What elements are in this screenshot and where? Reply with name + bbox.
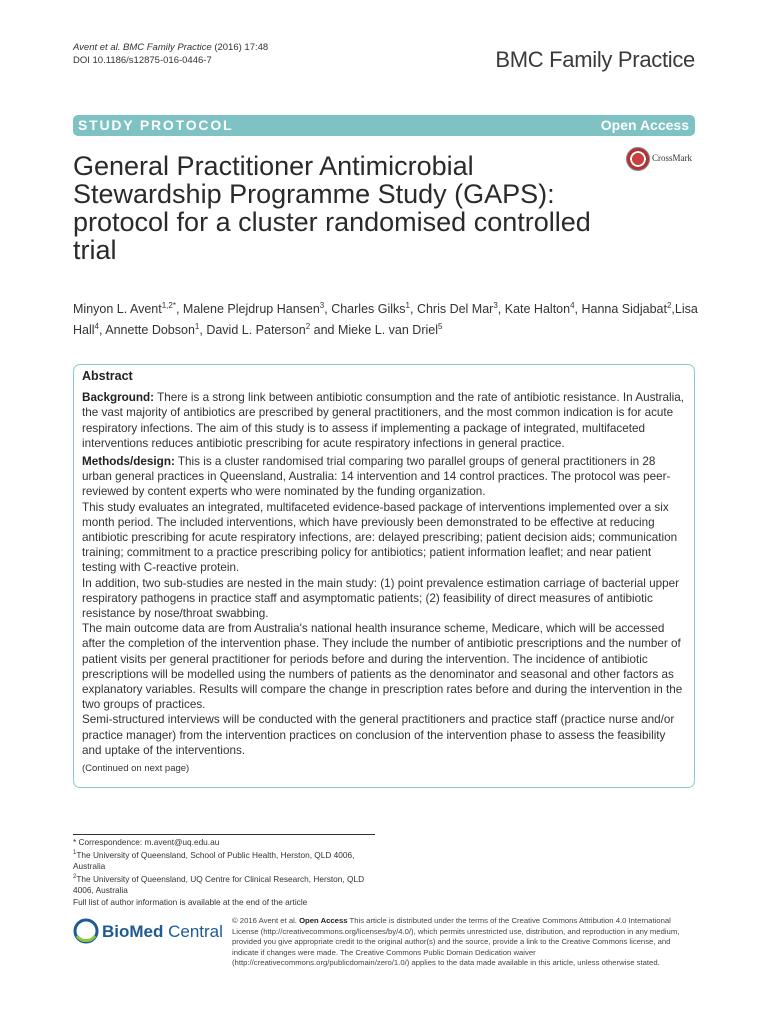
crossmark-icon	[626, 147, 650, 171]
methods-label: Methods/design:	[82, 455, 175, 469]
affiliation-2	[73, 872, 383, 896]
correspondence: * Correspondence: m.avent@uq.edu.au	[73, 837, 220, 847]
biomed-central-icon	[73, 918, 99, 944]
author-separator: ,	[324, 302, 332, 317]
article-type-banner	[73, 115, 695, 136]
biomed-central-logo	[73, 918, 223, 948]
affiliation-text: The University of Queensland, School of Public Health, Herston, QLD 4006, Australia	[73, 849, 355, 872]
journal-name: BMC Family Practice	[495, 47, 695, 72]
author-affiliation: 5	[438, 322, 443, 332]
license-text: This article is distributed under the terms of the Creative Commons Attribution 4.0 International License (http://creativecommons.org/licenses/by/4.0/), which permits unrestricted use, distribution, and reproduction in any medium, provided you give appropriate credit to the original author(s) and the source, provide a link to the Creative Commons license, and indicate if changes were made. The Creative Commons Public Domain Dedication waiver (http://creativecommons.org/publicdomain/zero/1.0/) applies to the data made available in this article, unless otherwise stated.	[232, 916, 680, 968]
abstract-background	[82, 390, 686, 451]
publisher-name	[102, 922, 223, 942]
author-list	[73, 297, 703, 339]
abstract-paragraph: This study evaluates an integrated, multifaceted evidence-based package of interventions implemented over a six month period. The included interventions, which have previously been demonstrated to be effective at reducing antibiotic prescribing for acute respiratory infections, are: delayed prescribing; patient decision aids; communication training; commitment to a practice prescribing policy for antibiotics; patient information leaflet; and near patient testing with C-reactive protein.	[82, 500, 678, 575]
citation	[73, 41, 268, 67]
background-label: Background:	[82, 391, 155, 405]
author-separator: ,	[497, 302, 505, 317]
author-separator: ,	[409, 302, 417, 317]
author-separator: and	[310, 323, 338, 338]
open-access-label: Open Access	[600, 117, 689, 133]
continued-note: (Continued on next page)	[82, 763, 190, 775]
publisher-name-light: Central	[163, 922, 223, 941]
author-affiliation: 1,2*	[161, 301, 176, 310]
author-name: Mieke L. van Driel	[337, 323, 438, 338]
author-separator: ,	[574, 302, 582, 317]
author-name: Chris Del Mar	[416, 302, 494, 317]
footnotes	[73, 837, 383, 908]
author-separator: ,	[99, 323, 106, 338]
affiliation-text: The University of Queensland, UQ Centre for Clinical Research, Herston, QLD 4006, Australia	[73, 874, 365, 896]
author-affiliation: 4	[94, 322, 99, 332]
author-separator: ,	[175, 302, 183, 317]
author-separator: ,	[671, 302, 675, 317]
abstract-methods	[82, 454, 686, 500]
affiliation-number: 1	[73, 850, 77, 857]
affiliation-number: 2	[73, 874, 77, 881]
publisher-name-bold: BioMed	[102, 922, 164, 941]
author-affiliation: 2	[305, 322, 311, 332]
crossmark-badge[interactable]	[626, 147, 706, 171]
author-name: Hanna Sidjabat	[581, 302, 667, 317]
author-separator: ,	[199, 323, 207, 338]
author-name: Kate Halton	[504, 302, 571, 317]
author-affiliation: 2	[666, 301, 672, 310]
author-affiliation: 4	[570, 301, 575, 310]
doi[interactable]: DOI 10.1186/s12875-016-0446-7	[73, 55, 212, 66]
author-affiliation: 3	[319, 301, 325, 310]
author-name: Lisa Hall	[73, 302, 698, 338]
open-access-bold: Open Access	[299, 916, 348, 925]
author-affiliation: 3	[493, 301, 498, 310]
author-info-note: Full list of author information is available at the end of the article	[73, 896, 308, 907]
author-name: David L. Paterson	[206, 323, 306, 338]
author-affiliation: 1	[194, 322, 200, 332]
article-type: STUDY PROTOCOL	[78, 117, 234, 133]
crossmark-label: CrossMark	[652, 153, 692, 163]
abstract-paragraph: In addition, two sub-studies are nested in the main study: (1) point prevalence estimation carriage of bacterial upper respiratory pathogens in practice staff and asymptomatic patients; (2) feasibility of direct measures of antibiotic resistance by nose/throat swabbing.	[82, 576, 680, 621]
abstract-box	[73, 364, 695, 788]
author-name: Minyon L. Avent	[73, 302, 162, 317]
license-statement	[232, 916, 697, 969]
article-title: General Practitioner Antimicrobial Stewardship Programme Study (GAPS): protocol for a cluster randomised controlled trial	[73, 151, 591, 265]
citation-line	[73, 41, 268, 54]
author-name: Malene Plejdrup Hansen	[182, 302, 320, 317]
abstract-paragraph: Semi-structured interviews will be conducted with the general practitioners and practice staff (practice nurse and/or practice manager) from the intervention practices on conclusion of the intervention phase to assess the feasibility and uptake of the interventions.	[82, 713, 675, 757]
footnote-divider	[73, 834, 375, 835]
affiliation-1	[73, 848, 383, 872]
author-name: Charles Gilks	[331, 302, 406, 317]
citation-year-volume: (2016) 17:48	[211, 42, 269, 53]
citation-authors: Avent et al. BMC Family Practice	[73, 42, 212, 53]
abstract-heading: Abstract	[82, 369, 133, 383]
abstract-paragraph: The main outcome data are from Australia's national health insurance scheme, Medicare, which will be accessed after the completion of the intervention phase. They include the number of antibiotic prescriptions and the number of patient visits per general practitioner for periods before and during the intervention. The incidence of antibiotic prescriptions will be modelled using the numbers of patients as the denominator and seasonal and other factors as explanatory variables. Results will compare the change in prescription rates before and during the intervention in the two groups of practices.	[82, 622, 683, 712]
copyright: © 2016 Avent et al.	[232, 916, 300, 925]
methods-text: This is a cluster randomised trial comparing two parallel groups of general practitioners in 28 urban general practices in Queensland, Australia: 14 intervention and 14 control practices. The protocol was peer-reviewed by content experts who were nominated by the funding organization.	[82, 455, 671, 499]
author-name: Annette Dobson	[105, 323, 195, 338]
background-text: There is a strong link between antibiotic consumption and the rate of antibiotic resistance. In Australia, the vast majority of antibiotics are prescribed by general practitioners, and the most common indication is for acute respiratory infections. The aim of this study is to assess if implementing a package of integrated, multifaceted interventions reduces antibiotic prescribing for acute respiratory infections in general practice.	[82, 391, 684, 450]
author-affiliation: 1	[405, 301, 410, 310]
